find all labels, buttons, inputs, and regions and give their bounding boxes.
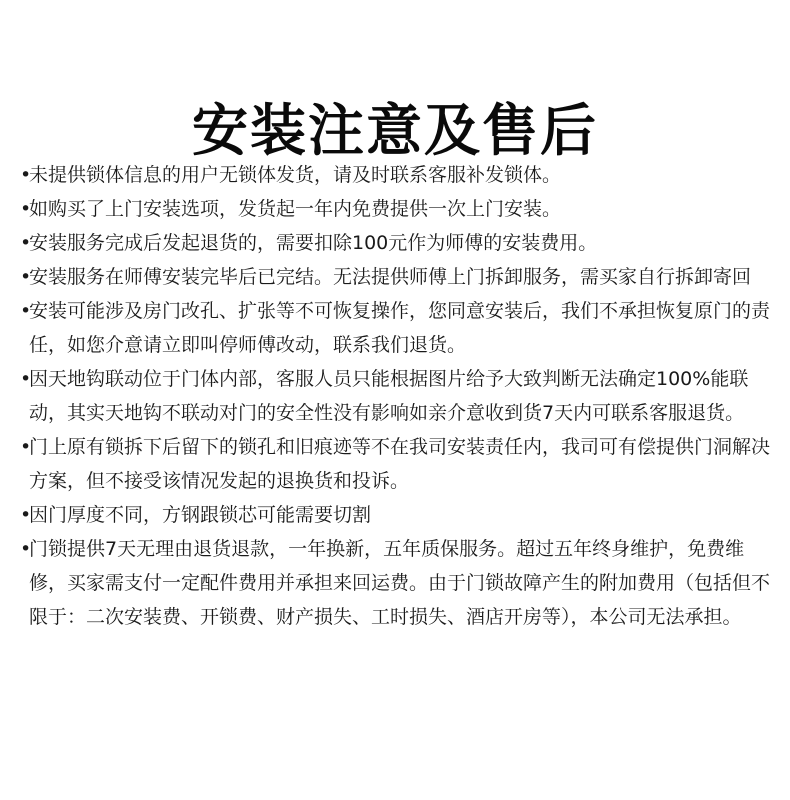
note-text: 因门厚度不同，方钢跟锁芯可能需要切割 <box>29 504 372 526</box>
bullet-icon: • <box>20 504 32 526</box>
bullet-icon: • <box>20 368 32 390</box>
note-text: 门锁提供7天无理由退货退款，一年换新，五年质保服务。超过五年终身维护，免费维修，买家需支付一定配件费用并承担来回运费。由于门锁故障产生的附加费用（包括但不限于：二次安装费、开锁费、财产损失、工时损失、酒店开房等），本公司无法承担。 <box>29 538 771 628</box>
bullet-icon: • <box>20 436 32 458</box>
note-item <box>20 430 772 498</box>
bullet-icon: • <box>20 300 32 322</box>
note-item <box>20 158 772 192</box>
note-item <box>20 362 772 430</box>
notes-list <box>20 158 772 634</box>
note-text: 如购买了上门安装选项，发货起一年内免费提供一次上门安装。 <box>29 198 562 220</box>
note-text: 因天地钩联动位于门体内部，客服人员只能根据图片给予大致判断无法确定100%能联动，其实天地钩不联动对门的安全性没有影响如亲介意收到货7天内可联系客服退货。 <box>29 368 749 424</box>
note-item <box>20 532 772 634</box>
page-title: 安装注意及售后 <box>192 98 598 164</box>
note-item <box>20 226 772 260</box>
note-text: 门上原有锁拆下后留下的锁孔和旧痕迹等不在我司安装责任内，我司可有偿提供门洞解决方案，但不接受该情况发起的退换货和投诉。 <box>29 436 771 492</box>
bullet-icon: • <box>20 164 32 186</box>
note-item <box>20 192 772 226</box>
note-text: 安装可能涉及房门改孔、扩张等不可恢复操作，您同意安装后，我们不承担恢复原门的责任，如您介意请立即叫停师傅改动，联系我们退货。 <box>29 300 771 356</box>
bullet-icon: • <box>20 198 32 220</box>
note-item <box>20 294 772 362</box>
bullet-icon: • <box>20 232 32 254</box>
note-text: 未提供锁体信息的用户无锁体发货，请及时联系客服补发锁体。 <box>29 164 562 186</box>
note-item <box>20 260 772 294</box>
bullet-icon: • <box>20 266 32 288</box>
note-item <box>20 498 772 532</box>
note-text: 安装服务在师傅安装完毕后已完结。无法提供师傅上门拆卸服务，需买家自行拆卸寄回 <box>29 266 752 288</box>
bullet-icon: • <box>20 538 32 560</box>
note-text: 安装服务完成后发起退货的，需要扣除100元作为师傅的安装费用。 <box>29 232 598 254</box>
